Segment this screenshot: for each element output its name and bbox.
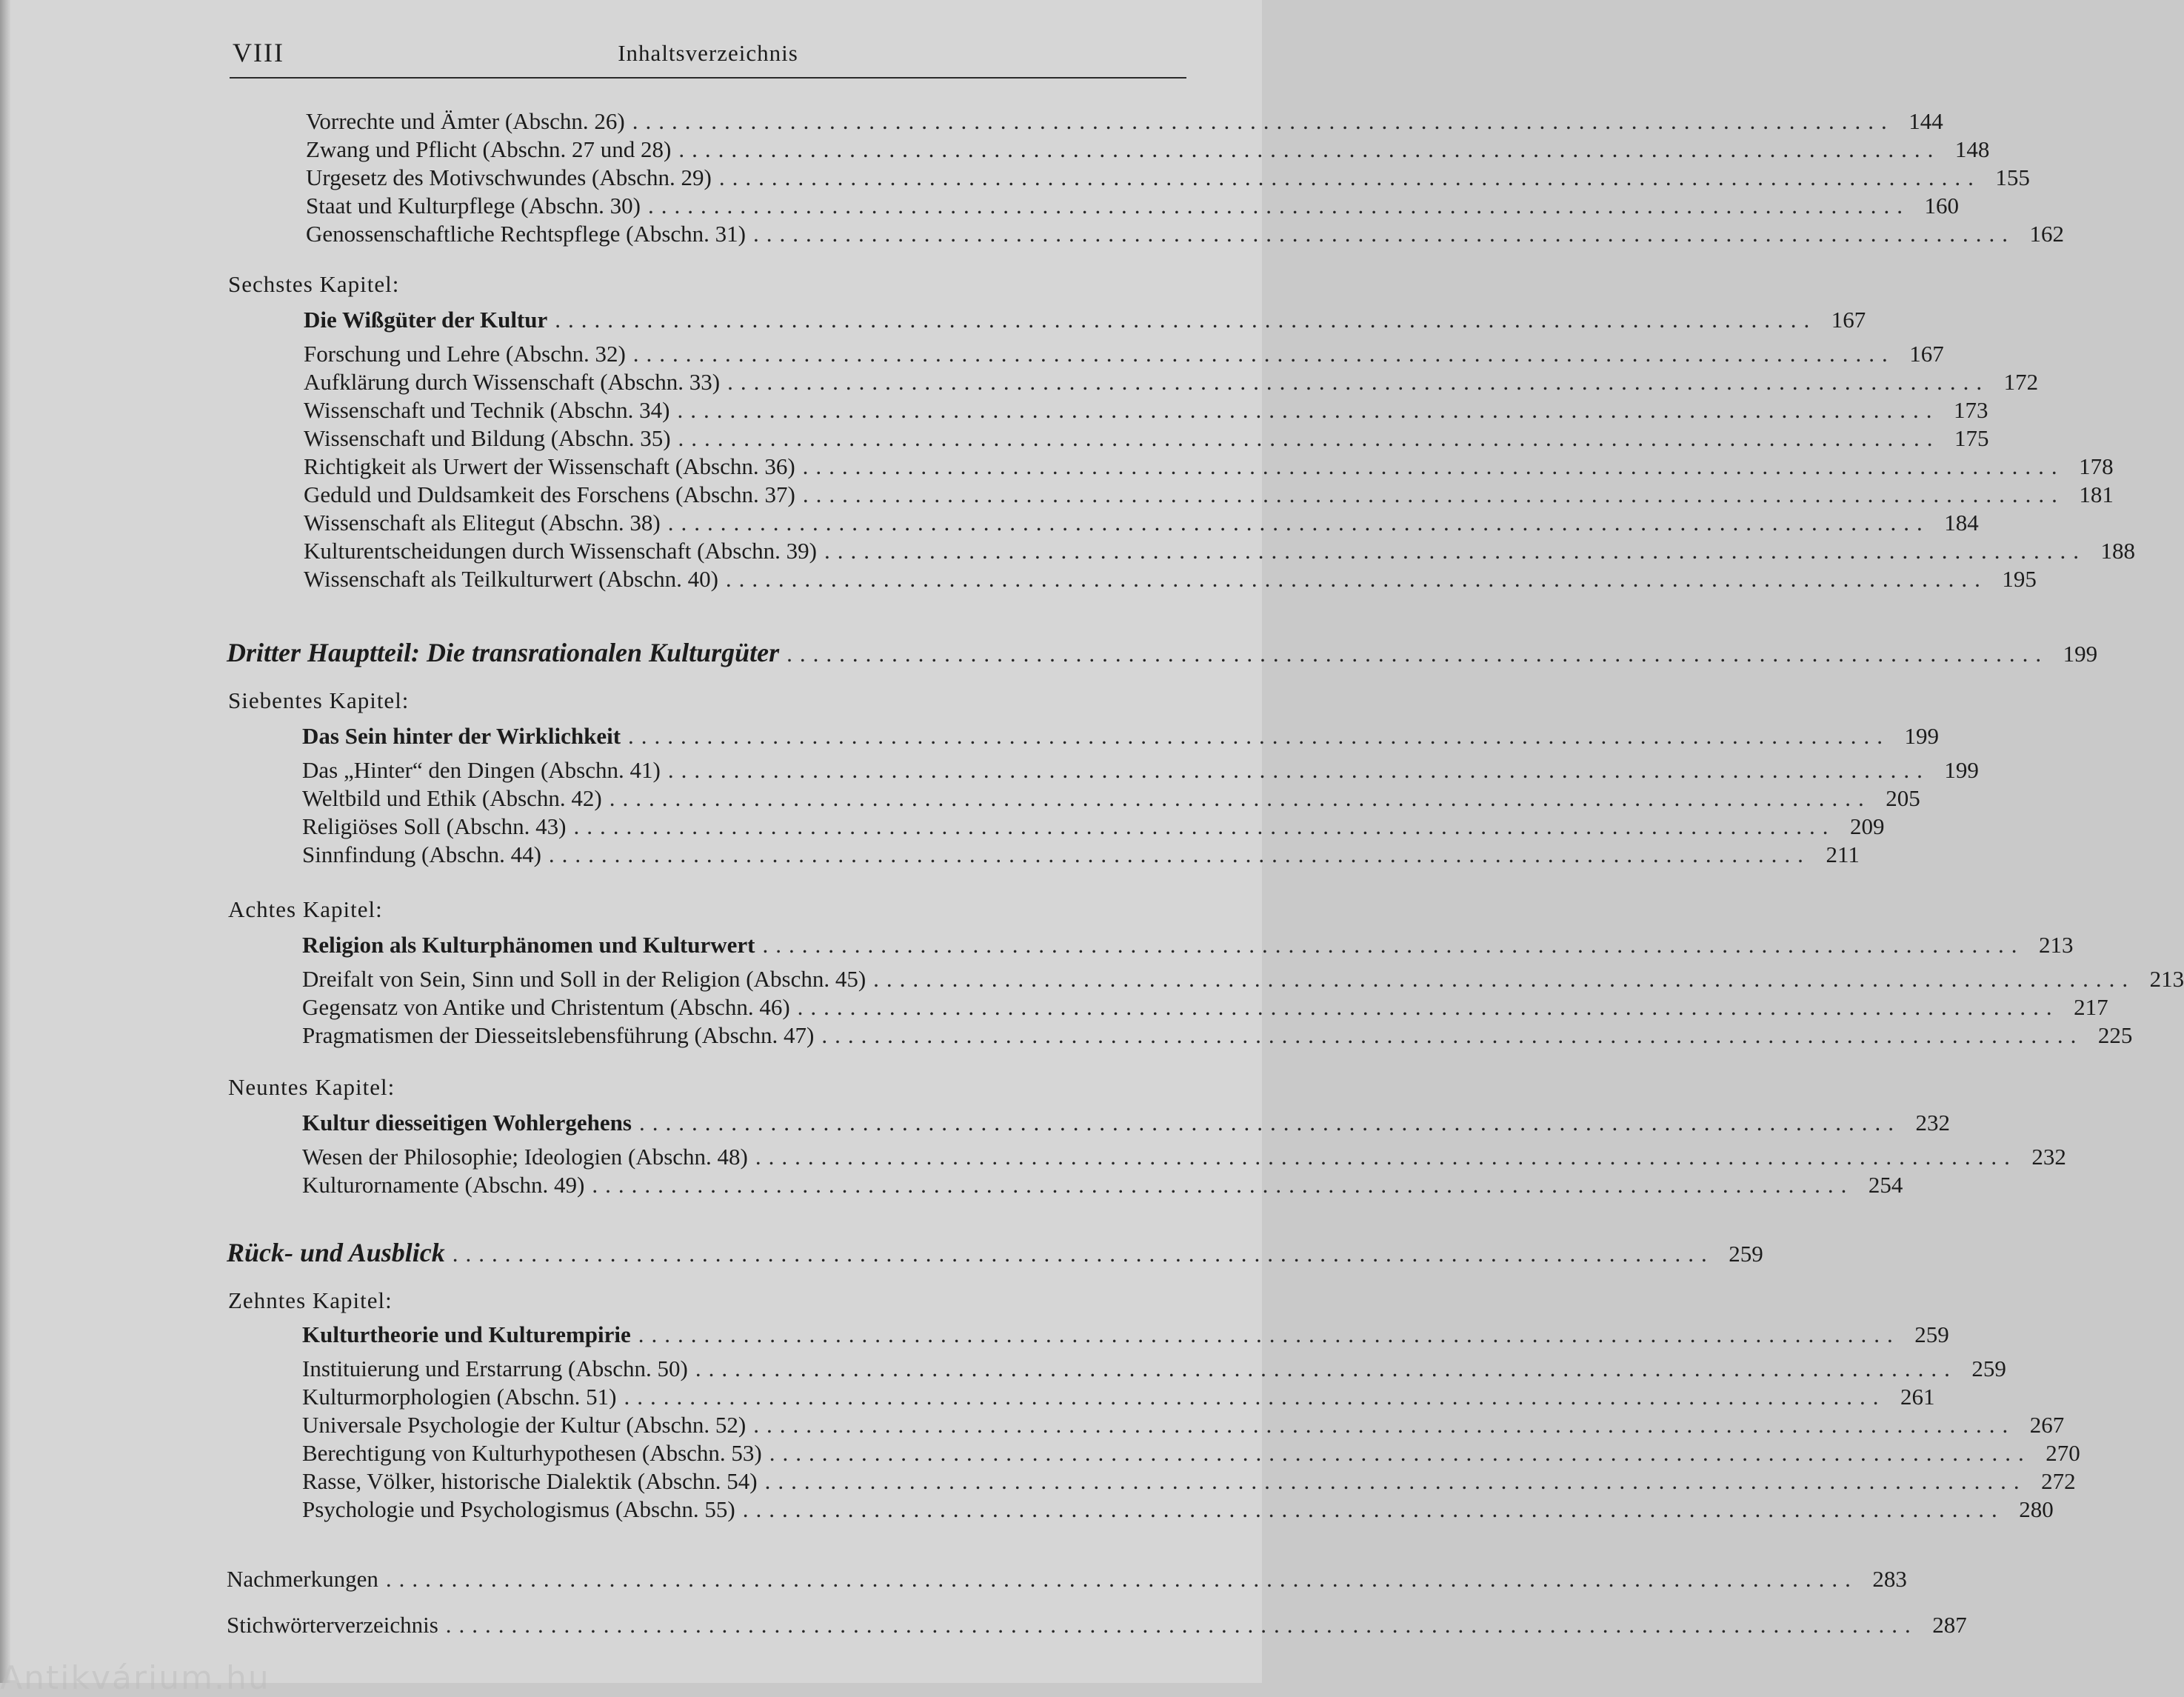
entry-page: 259 [1729,1241,1763,1267]
chapter-heading: Siebentes Kapitel: [228,687,410,713]
dot-leader: ................................................................................................ [638,1110,1901,1136]
entry-page: 232 [2031,1144,2066,1170]
dot-leader: ................................................................................................ [797,994,2060,1020]
toc-entry[interactable] [302,785,1920,815]
entry-page: 213 [2149,966,2184,992]
entry-page: 270 [2046,1440,2080,1466]
entry-label: Kulturmorphologien (Abschn. 51) [302,1384,617,1410]
dot-leader: ................................................................................................ [624,1384,1886,1410]
entry-page: 217 [2074,994,2108,1020]
entry-page: 167 [1831,307,1866,333]
dot-leader: ................................................................................................ [678,136,1941,162]
watermark: Antikvárium.hu [0,1659,270,1697]
chapter-heading: Neuntes Kapitel: [228,1074,395,1100]
dot-leader: ................................................................................................ [824,538,2086,564]
entry-label: Rasse, Völker, historische Dialektik (Abschn. 54) [302,1468,758,1494]
entry-label: Instituierung und Erstarrung (Abschn. 50) [302,1356,688,1381]
toc-entry[interactable] [306,136,1990,166]
entry-page: 178 [2079,453,2114,479]
chapter-title-entry[interactable] [302,1321,1949,1351]
dot-leader: ................................................................................................ [762,932,2025,958]
toc-entry[interactable] [304,566,2037,596]
entry-label: Psychologie und Psychologismus (Abschn. 55) [302,1496,735,1522]
entry-page: 184 [1944,510,1979,536]
entry-page: 209 [1850,813,1885,839]
toc-entry[interactable] [304,397,1988,427]
dot-leader: ................................................................................................ [667,757,1930,783]
entry-page: 213 [2038,932,2074,958]
entry-page: 175 [1954,425,1989,451]
entry-label: Staat und Kulturpflege (Abschn. 30) [306,193,641,219]
dot-leader: ................................................................................................ [769,1440,2031,1466]
dot-leader: ................................................................................................ [802,453,2065,479]
dot-leader: ................................................................................................ [609,785,1871,811]
toc-entry[interactable] [304,425,1989,455]
entry-label: Weltbild und Ethik (Abschn. 42) [302,785,602,811]
dot-leader: ................................................................................................ [573,813,1836,839]
entry-label: Wesen der Philosophie; Ideologien (Abschn. 48) [302,1144,748,1170]
dot-leader: ................................................................................................ [628,723,1891,749]
entry-label: Zwang und Pflicht (Abschn. 27 und 28) [306,136,672,162]
chapter-title: Religion als Kulturphänomen und Kulturwert [302,932,755,958]
entry-page: 195 [2002,566,2037,592]
entry-label: Geduld und Duldsamkeit des Forschens (Abschn. 37) [304,481,795,507]
page-number: VIII [233,38,284,67]
toc-entry[interactable] [304,453,2114,483]
entry-label: Gegensatz von Antike und Christentum (Abschn. 46) [302,994,790,1020]
entry-page: 254 [1868,1172,1903,1198]
toc-entry[interactable] [302,1468,2076,1498]
toc-entry[interactable] [304,510,1979,539]
entry-label: Kulturornamente (Abschn. 49) [302,1172,585,1198]
entry-label: Wissenschaft und Bildung (Abschn. 35) [304,425,671,451]
entry-page: 167 [1909,341,1944,367]
running-title: Inhaltsverzeichnis [618,40,798,66]
toc-entry[interactable] [306,221,2064,250]
toc-entry[interactable] [302,1356,2006,1385]
toc-entry[interactable] [302,1384,1935,1413]
dot-leader: ................................................................................................ [632,341,1895,367]
toc-entry[interactable] [302,1496,2054,1526]
entry-label: Forschung und Lehre (Abschn. 32) [304,341,626,367]
entry-page: 283 [1872,1566,1907,1592]
dot-leader: ................................................................................................ [695,1356,1957,1381]
chapter-title: Kultur diesseitigen Wohlergehens [302,1110,632,1136]
entry-page: 155 [1995,164,2030,190]
entry-label: Das „Hinter“ den Dingen (Abschn. 41) [302,757,661,783]
entry-page: 259 [1971,1356,2006,1381]
entry-page: 211 [1826,841,1860,867]
entry-page: 199 [2063,641,2098,667]
entry-label: Pragmatismen der Diesseitslebensführung (Abschn. 47) [302,1022,815,1048]
toc-entry[interactable] [306,108,1943,138]
entry-page: 199 [1944,757,1979,783]
chapter-title: Die Wißgüter der Kultur [304,307,548,333]
toc-entry[interactable] [302,994,2108,1024]
toc-entry[interactable] [304,481,2114,511]
entry-label: Wissenschaft als Elitegut (Abschn. 38) [304,510,661,536]
toc-entry[interactable] [302,1440,2080,1470]
chapter-title-entry[interactable] [302,1110,1950,1139]
dot-leader: ................................................................................................ [742,1496,2005,1522]
entry-label: Sinnfindung (Abschn. 44) [302,841,541,867]
toc-entry[interactable] [302,1172,1903,1201]
toc-entry[interactable] [302,757,1979,787]
entry-label: Universale Psychologie der Kultur (Abschn. 52) [302,1412,747,1438]
dot-leader: ................................................................................................ [725,566,1988,592]
entry-label: Wissenschaft als Teilkulturwert (Abschn. 40) [304,566,718,592]
dot-leader: ................................................................................................ [764,1468,2027,1494]
toc-entry[interactable] [302,1412,2065,1441]
entry-page: 261 [1900,1384,1935,1410]
dot-leader: ................................................................................................ [647,193,1910,219]
entry-label: Urgesetz des Motivschwundes (Abschn. 29) [306,164,712,190]
toc-entry[interactable] [227,1566,1907,1596]
entry-label: Genossenschaftliche Rechtspflege (Abschn. 31) [306,221,746,247]
entry-label: Kulturentscheidungen durch Wissenschaft (Abschn. 39) [304,538,817,564]
part-title: Rück- und Ausblick [227,1238,445,1267]
toc-entry[interactable] [227,1612,1967,1641]
toc-entry[interactable] [302,1144,2066,1173]
dot-leader: ................................................................................................ [727,369,1990,395]
dot-leader: ................................................................................................ [677,397,1940,423]
toc-entry[interactable] [306,193,1959,222]
dot-leader: ................................................................................................................ [445,1612,1918,1638]
dot-leader: ................................................................................................................ [385,1566,1858,1592]
chapter-title: Das Sein hinter der Wirklichkeit [302,723,621,749]
dot-leader: ................................................................................................ [678,425,1940,451]
toc-entry[interactable] [306,164,2030,194]
entry-page: 172 [2003,369,2039,395]
chapter-heading: Achtes Kapitel: [228,896,383,922]
chapter-title-entry[interactable] [302,723,1940,753]
dot-leader: ................................................................................................ [821,1022,2084,1048]
chapter-heading: Zehntes Kapitel: [228,1287,393,1313]
toc-entry[interactable] [302,841,1860,871]
dot-leader: ................................................................................................ [753,1412,2016,1438]
entry-label: Dreifalt von Sein, Sinn und Soll in der Religion (Abschn. 45) [302,966,866,992]
dot-leader: ................................................................................................ [555,307,1817,333]
entry-label: Stichwörterverzeichnis [227,1612,438,1638]
entry-page: 280 [2019,1496,2054,1522]
part-heading-entry[interactable] [227,637,2098,671]
chapter-title-entry[interactable] [304,307,1866,336]
entry-page: 225 [2097,1022,2133,1048]
entry-page: 148 [1954,136,1990,162]
dot-leader: ................................................................................................ [802,481,2065,507]
entry-label: Religiöses Soll (Abschn. 43) [302,813,567,839]
dot-leader: ................................................................................................ [452,1241,1714,1267]
dot-leader: ................................................................................................ [755,1144,2017,1170]
entry-page: 259 [1914,1321,1949,1347]
dot-leader: ................................................................................................ [752,221,2015,247]
toc-entry[interactable] [302,1022,2133,1052]
entry-page: 267 [2029,1412,2065,1438]
entry-label: Vorrechte und Ämter (Abschn. 26) [306,108,625,134]
entry-page: 272 [2041,1468,2076,1494]
chapter-heading: Sechstes Kapitel: [228,271,400,297]
entry-label: Wissenschaft und Technik (Abschn. 34) [304,397,670,423]
entry-page: 287 [1932,1612,1967,1638]
entry-page: 232 [1915,1110,1950,1136]
dot-leader: ................................................................................................ [873,966,2136,992]
dot-leader: ................................................................................................ [592,1172,1854,1198]
toc-entry[interactable] [304,369,2039,399]
entry-label: Nachmerkungen [227,1566,378,1592]
entry-page: 188 [2100,538,2135,564]
entry-page: 144 [1909,108,1943,134]
dot-leader: ................................................................................................ [667,510,1930,536]
dot-leader: ................................................................................................ [787,641,2049,667]
entry-label: Berechtigung von Kulturhypothesen (Abschn. 53) [302,1440,762,1466]
dot-leader: ................................................................................................ [632,108,1894,134]
toc-entry[interactable] [304,341,1944,370]
entry-label: Aufklärung durch Wissenschaft (Abschn. 33) [304,369,721,395]
chapter-title: Kulturtheorie und Kulturempirie [302,1321,631,1347]
part-title: Dritter Hauptteil: Die transrationalen Kulturgüter [227,638,780,667]
entry-page: 181 [2079,481,2114,507]
dot-leader: ................................................................................................ [548,841,1811,867]
toc-entry[interactable] [302,966,2184,996]
chapter-title-entry[interactable] [302,932,2074,961]
entry-label: Richtigkeit als Urwert der Wissenschaft (Abschn. 36) [304,453,795,479]
toc-entry[interactable] [304,538,2135,567]
dot-leader: ................................................................................................ [718,164,1981,190]
entry-page: 162 [2029,221,2064,247]
dot-leader: ................................................................................................ [638,1321,1900,1347]
entry-page: 173 [1954,397,1988,423]
entry-page: 160 [1924,193,1959,219]
toc-entry[interactable] [302,813,1885,843]
part-heading-entry[interactable] [227,1237,1763,1271]
entry-page: 199 [1904,723,1940,749]
entry-page: 205 [1886,785,1920,811]
